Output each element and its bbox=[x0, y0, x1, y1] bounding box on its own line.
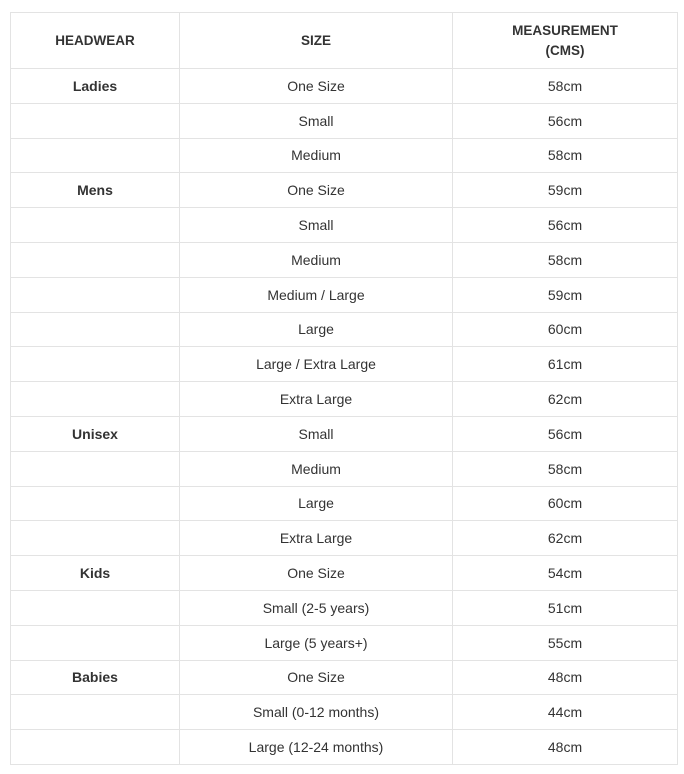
cell-headwear bbox=[11, 730, 180, 765]
cell-measurement: 59cm bbox=[453, 277, 678, 312]
cell-measurement: 62cm bbox=[453, 521, 678, 556]
cell-headwear bbox=[11, 625, 180, 660]
cell-headwear bbox=[11, 277, 180, 312]
cell-headwear: Unisex bbox=[11, 416, 180, 451]
cell-measurement: 44cm bbox=[453, 695, 678, 730]
cell-headwear bbox=[11, 242, 180, 277]
cell-size: Medium bbox=[180, 242, 453, 277]
cell-size: Medium bbox=[180, 451, 453, 486]
cell-size: Extra Large bbox=[180, 382, 453, 417]
cell-headwear: Kids bbox=[11, 556, 180, 591]
cell-size: Small (0-12 months) bbox=[180, 695, 453, 730]
cell-headwear bbox=[11, 347, 180, 382]
cell-measurement: 56cm bbox=[453, 416, 678, 451]
table-body bbox=[11, 69, 678, 765]
cell-measurement: 60cm bbox=[453, 486, 678, 521]
table-row bbox=[11, 556, 678, 591]
cell-measurement: 58cm bbox=[453, 242, 678, 277]
cell-measurement: 58cm bbox=[453, 69, 678, 104]
table-row bbox=[11, 208, 678, 243]
size-chart bbox=[10, 12, 677, 765]
cell-measurement: 48cm bbox=[453, 730, 678, 765]
table-row bbox=[11, 695, 678, 730]
table-row bbox=[11, 138, 678, 173]
cell-headwear bbox=[11, 486, 180, 521]
table-row bbox=[11, 312, 678, 347]
cell-measurement: 60cm bbox=[453, 312, 678, 347]
cell-measurement: 51cm bbox=[453, 590, 678, 625]
table-row bbox=[11, 625, 678, 660]
cell-size: One Size bbox=[180, 660, 453, 695]
cell-size: Small (2-5 years) bbox=[180, 590, 453, 625]
cell-size: Large bbox=[180, 312, 453, 347]
cell-size: Small bbox=[180, 103, 453, 138]
header-size: SIZE bbox=[180, 13, 453, 69]
cell-size: Large bbox=[180, 486, 453, 521]
cell-size: Large (5 years+) bbox=[180, 625, 453, 660]
table-row bbox=[11, 486, 678, 521]
cell-headwear: Ladies bbox=[11, 69, 180, 104]
cell-size: Small bbox=[180, 208, 453, 243]
cell-headwear: Babies bbox=[11, 660, 180, 695]
cell-measurement: 55cm bbox=[453, 625, 678, 660]
table-row bbox=[11, 521, 678, 556]
cell-measurement: 54cm bbox=[453, 556, 678, 591]
cell-size: One Size bbox=[180, 556, 453, 591]
cell-size: Small bbox=[180, 416, 453, 451]
cell-headwear bbox=[11, 590, 180, 625]
cell-measurement: 58cm bbox=[453, 451, 678, 486]
header-measurement-label: MEASUREMENT (CMS) bbox=[512, 22, 618, 58]
cell-measurement: 62cm bbox=[453, 382, 678, 417]
table-row bbox=[11, 382, 678, 417]
table-row bbox=[11, 451, 678, 486]
table-row bbox=[11, 730, 678, 765]
cell-measurement: 58cm bbox=[453, 138, 678, 173]
cell-headwear bbox=[11, 138, 180, 173]
cell-measurement: 56cm bbox=[453, 103, 678, 138]
table-row bbox=[11, 242, 678, 277]
cell-size: Large (12-24 months) bbox=[180, 730, 453, 765]
cell-measurement: 48cm bbox=[453, 660, 678, 695]
cell-size: Medium bbox=[180, 138, 453, 173]
table-row bbox=[11, 173, 678, 208]
table-row bbox=[11, 590, 678, 625]
cell-size: One Size bbox=[180, 173, 453, 208]
table-row bbox=[11, 69, 678, 104]
cell-headwear bbox=[11, 312, 180, 347]
cell-headwear bbox=[11, 695, 180, 730]
header-measurement bbox=[453, 13, 678, 69]
cell-headwear bbox=[11, 521, 180, 556]
cell-headwear bbox=[11, 208, 180, 243]
table-row bbox=[11, 103, 678, 138]
header-row bbox=[11, 13, 678, 69]
table-row bbox=[11, 277, 678, 312]
cell-measurement: 56cm bbox=[453, 208, 678, 243]
cell-headwear: Mens bbox=[11, 173, 180, 208]
cell-size: Medium / Large bbox=[180, 277, 453, 312]
cell-size: Large / Extra Large bbox=[180, 347, 453, 382]
cell-size: One Size bbox=[180, 69, 453, 104]
cell-measurement: 61cm bbox=[453, 347, 678, 382]
cell-headwear bbox=[11, 103, 180, 138]
table-row bbox=[11, 416, 678, 451]
header-headwear: HEADWEAR bbox=[11, 13, 180, 69]
table-row bbox=[11, 347, 678, 382]
cell-measurement: 59cm bbox=[453, 173, 678, 208]
cell-headwear bbox=[11, 382, 180, 417]
cell-size: Extra Large bbox=[180, 521, 453, 556]
cell-headwear bbox=[11, 451, 180, 486]
size-table bbox=[10, 12, 678, 765]
table-row bbox=[11, 660, 678, 695]
